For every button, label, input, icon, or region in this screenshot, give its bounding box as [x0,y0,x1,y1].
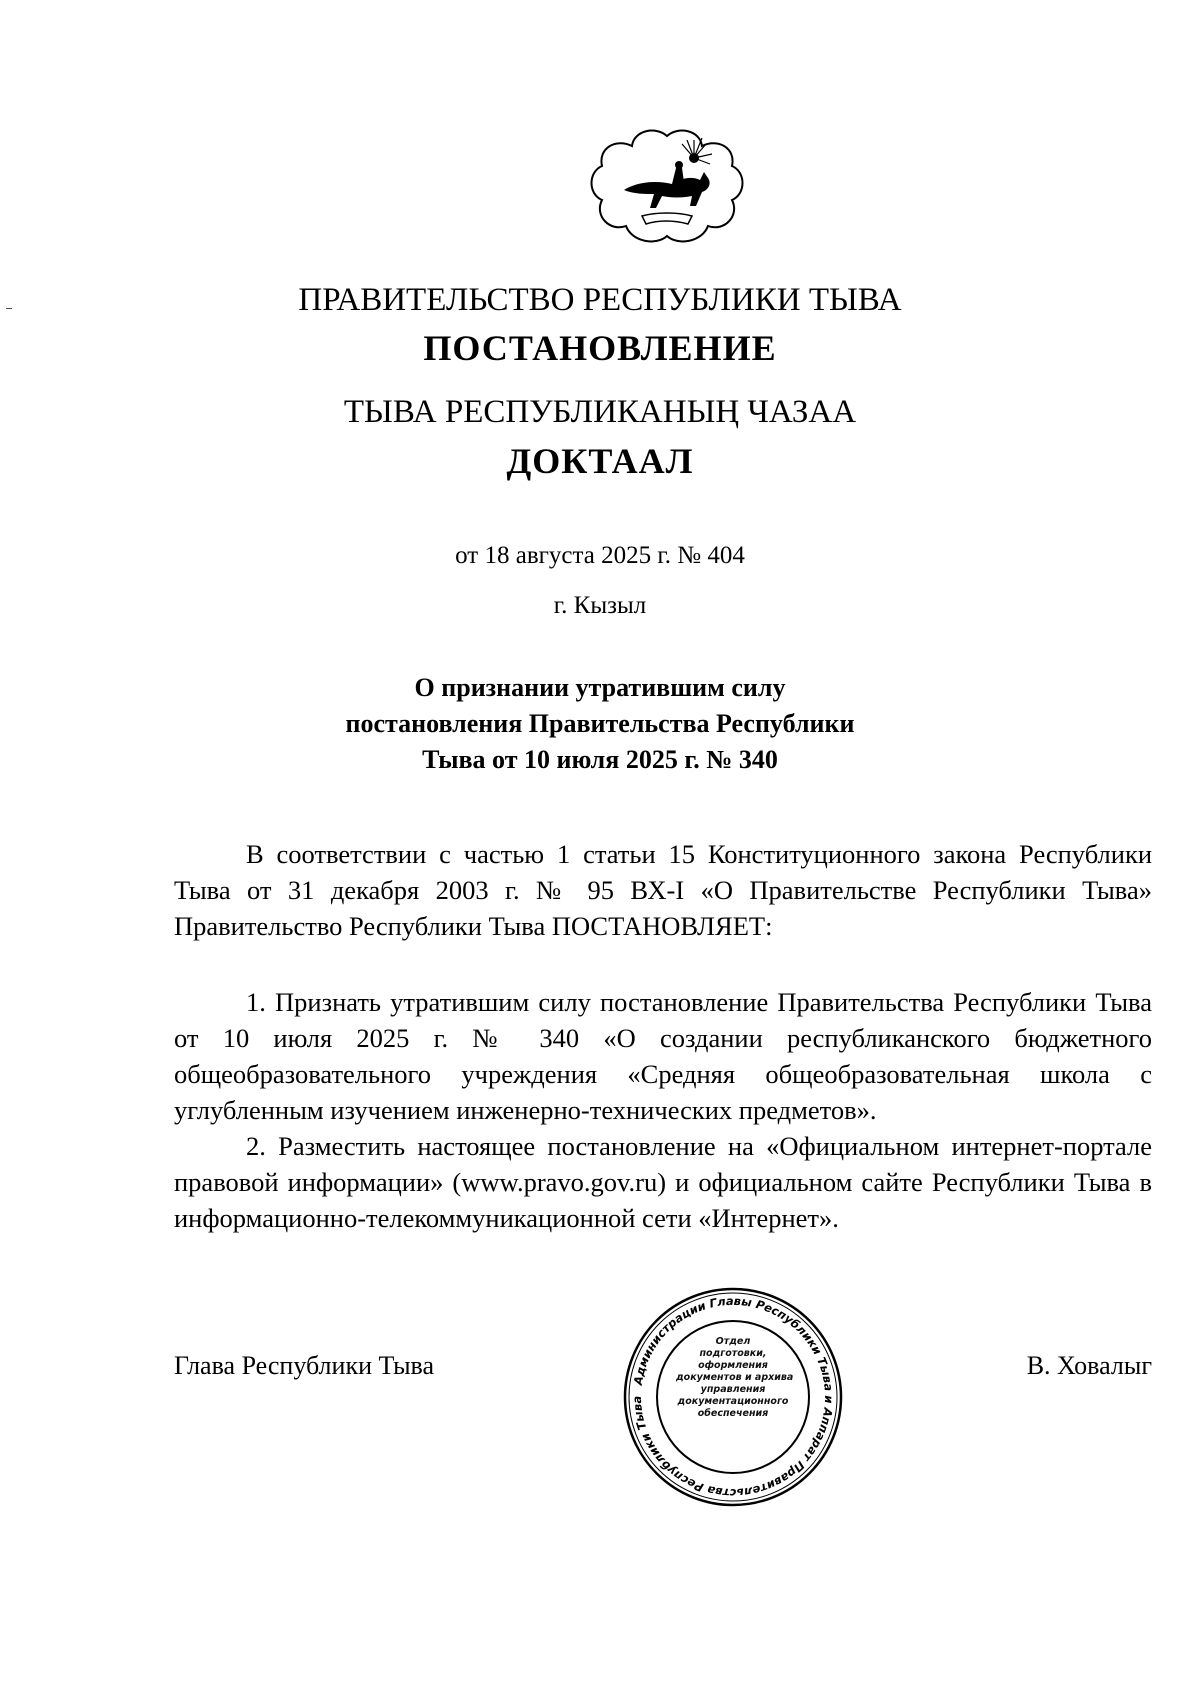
signer-position: Глава Республики Тыва [174,1351,435,1380]
svg-text:Администрации Главы Республики: Администрации Главы Республики Тыва и Аппарат Правительства Республики Тыва [629,1293,837,1501]
title-line: Тыва от 10 июля 2025 г. № 340 [422,745,778,774]
stamp-line: обеспечения [697,1408,769,1419]
city: г. Кызыл [553,592,647,619]
item-2: 2. Разместить настоящее постановление на «Официальном интернет-портале правовой информации» (www.pravo.gov.ru) и официальном сайте Республики Тыва в информационно-телекоммуникационной сети «Интернет». [174,1131,1152,1233]
title-line: постановления Правительства Республики [345,709,855,738]
preamble [174,836,1152,944]
item-1: 1. Признать утратившим силу постановление Правительства Республики Тыва от 10 июля 2025 г. № 340 «О создании республиканского бюджетного общеобразовательного учреждения «Средняя общеобразовательная школа с углубленным изучением инженерно-технических предметов». [174,987,1152,1125]
coat-of-arms [586,128,748,248]
stamp-line: документационного [677,1396,789,1407]
preamble-text: В соответствии с частью 1 статьи 15 Конституционного закона Республики Тыва от 31 декабря 2003 г. № 95 ВХ-I «О Правительстве Республики Тыва» Правительство Республики Тыва ПОСТАНОВЛЯЕТ: [174,839,1152,941]
stamp-line: Отдел [715,1336,751,1347]
signer-name: В. Ховалыг [1026,1351,1152,1380]
doc-type-tyv: ДОКТААЛ [506,441,694,481]
stamp-line: оформления [698,1360,768,1371]
decree-items [174,984,1152,1236]
stamp-center-text [676,1336,794,1420]
date-number: от 18 августа 2025 г. № 404 [455,542,745,569]
stamp-line: документов и архива [676,1372,794,1383]
tuva-coat-of-arms-icon [586,128,748,248]
stamp-line: управления [700,1384,766,1395]
government-title-tyv: ТЫВА РЕСПУБЛИКАНЫҢ ЧАЗАА [343,394,857,430]
doc-type-ru: ПОСТАНОВЛЕНИЕ [423,328,777,368]
document-title [0,670,1200,778]
stamp-line: подготовки, [699,1348,767,1359]
title-line: О признании утратившим силу [414,673,786,702]
government-title-ru: ПРАВИТЕЛЬСТВО РЕСПУБЛИКИ ТЫВА [298,282,902,318]
